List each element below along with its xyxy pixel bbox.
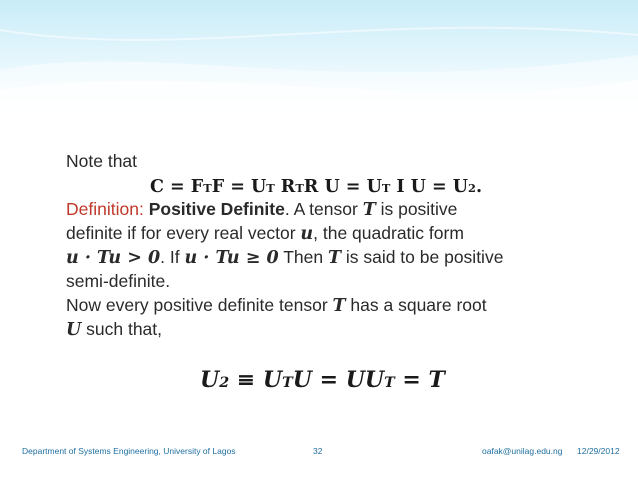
square-root-line-1 (66, 293, 586, 317)
eq1-sup-t-4: T (381, 181, 391, 195)
eq2-u-4: U (345, 367, 365, 393)
definition-text-d: , the quadratic form (313, 223, 464, 243)
eq2-sup-t-1: T (282, 375, 293, 391)
slide-footer (0, 442, 638, 462)
tensor-symbol: T (362, 200, 376, 220)
note-that-line (66, 149, 586, 173)
footer-date: 12/29/2012 (577, 446, 620, 456)
eq2-t: T (428, 367, 445, 393)
definition-text-g: is said to be positive (340, 247, 504, 267)
eq2-sup-2: 2 (219, 375, 230, 391)
eq1-f: F (190, 177, 204, 197)
square-root-text-b: has a square root (345, 295, 487, 315)
eq1-equals-4: = (425, 177, 453, 197)
eq2-u-1: U (200, 367, 220, 393)
eq1-equals-3: = (339, 177, 367, 197)
eq1-c: C (150, 177, 164, 197)
eq2-equals-1: = (311, 367, 346, 393)
tensor-symbol-2: T (327, 248, 341, 268)
square-root-text-c: such that, (81, 319, 163, 339)
equation-2 (200, 367, 445, 393)
definition-line-1 (66, 197, 586, 221)
eq2-u-5: U (364, 367, 385, 393)
definition-line-2 (66, 221, 586, 245)
eq1-u: U (250, 177, 267, 197)
eq1-period: . (475, 177, 483, 197)
vector-symbol: u (300, 224, 314, 244)
definition-text-b: is positive (375, 199, 458, 219)
definition-text-e: . If (160, 247, 185, 267)
eq2-u-3: U (292, 367, 312, 393)
eq1-sup-t-3: T (295, 181, 304, 195)
eq1-i: I (396, 177, 405, 197)
eq2-u-2: U (262, 367, 283, 393)
definition-label: Definition: (66, 199, 144, 219)
footer-page-number: 32 (313, 446, 323, 456)
eq2-equals-2: = (394, 367, 429, 393)
square-root-line-2 (66, 317, 586, 341)
eq1-equals-2: = (224, 177, 251, 197)
header-wave-decoration (0, 0, 638, 118)
definition-line-3 (66, 245, 586, 269)
note-that-text: Note that (66, 151, 138, 171)
tensor-symbol-3: T (332, 296, 346, 316)
footer-email: oafak@unilag.edu.ng (482, 446, 563, 456)
eq1-f-2: F (211, 177, 225, 197)
eq1-sup-t-1: T (203, 181, 212, 195)
eq1-r: R (280, 177, 296, 197)
equation-1 (150, 177, 482, 197)
quadratic-form-positive: u · Tu > 0 (66, 248, 161, 268)
eq2-equiv: ≡ (229, 367, 263, 393)
definition-line-4 (66, 269, 586, 293)
definition-title: Positive Definite (148, 199, 285, 219)
eq1-equals-1: = (163, 177, 191, 197)
eq1-u-4: U (410, 177, 426, 197)
eq1-u-2: U (324, 177, 340, 197)
definition-text-f: Then (278, 247, 328, 267)
definition-text-c: definite if for every real vector (66, 223, 301, 243)
definition-text-a: . A tensor (284, 199, 363, 219)
footer-department: Department of Systems Engineering, University of Lagos (22, 446, 236, 456)
eq2-sup-t-2: T (384, 375, 395, 391)
quadratic-form-nonnegative: u · Tu ≥ 0 (184, 248, 279, 268)
square-root-text-a: Now every positive definite tensor (66, 295, 333, 315)
eq1-u-3: U (366, 177, 382, 197)
definition-text-h: semi-definite. (66, 271, 171, 291)
eq1-r-2: R (303, 177, 319, 197)
eq1-u-5: U (452, 177, 469, 197)
eq1-sup-t-2: T (266, 181, 275, 195)
root-tensor-symbol: U (66, 320, 82, 340)
eq1-sup-2: 2 (468, 181, 476, 195)
